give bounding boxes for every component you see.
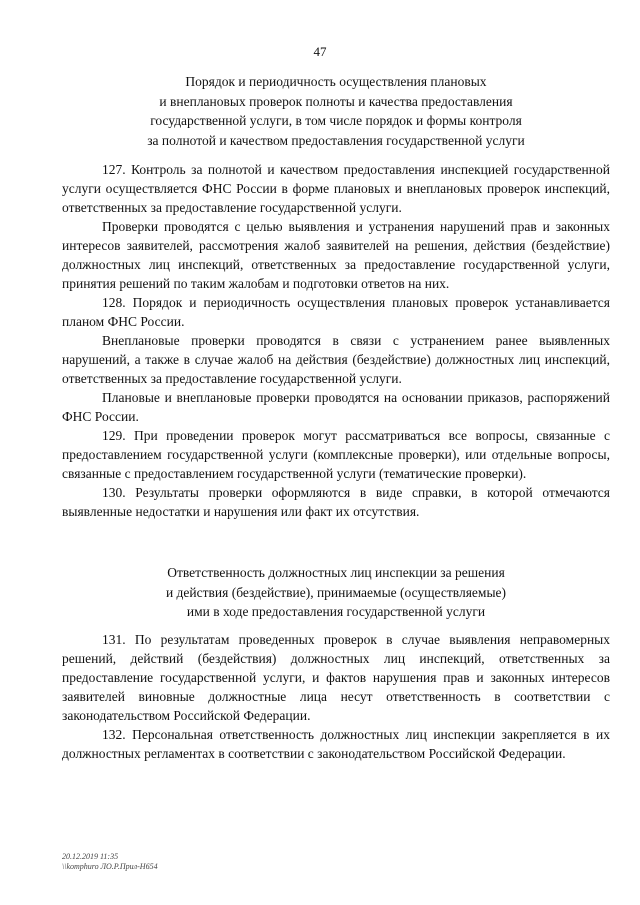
paragraph-check-orders: Плановые и внеплановые проверки проводятся на основании приказов, распоряжений ФНС России. [62,390,610,424]
paragraph-131: 131. По результатам проведенных проверок в случае выявления неправомерных решений, действий (бездействия) должностных лиц инспекций, ответственных за предоставление государственной услуги, и фактов нарушения прав и законных интересов заявителей виновные должностные лица несут ответственность в соответствии с законодательством Российской Федерации. [62,632,610,723]
heading-line: и внеплановых проверок полноты и качества предоставления [159,93,513,109]
print-footer [62,852,158,872]
heading-line: государственной услуги, в том числе порядок и формы контроля [150,113,522,128]
heading-line: Ответственность должностных лиц инспекции за решения [167,565,505,580]
heading-line: и действия (бездействие), принимаемые (осуществляемые) [165,584,507,600]
paragraph-127: 127. Контроль за полнотой и качеством предоставления инспекцией государственной услуги осуществляется ФНС России в форме плановых и внеплановых проверок инспекций, ответственных за предоставление государственной услуги. [62,162,610,215]
section-body-control [62,160,610,521]
section-heading-control [60,72,612,150]
paragraph-130: 130. Результаты проверки оформляются в виде справки, в которой отмечаются выявленные недостатки и нарушения или факт их отсутствия. [62,485,610,519]
section-body-responsibility [62,630,610,763]
paragraph-unplanned-checks: Внеплановые проверки проводятся в связи с устранением ранее выявленных нарушений, а также в случае жалоб на действия (бездействие) должностных лиц инспекций, ответственных за предоставление государственной услуги. [62,333,610,386]
paragraph-128: 128. Порядок и периодичность осуществления плановых проверок устанавливается планом ФНС России. [62,295,610,329]
page-number: 47 [313,44,327,59]
heading-line: Порядок и периодичность осуществления плановых [185,74,487,89]
footer-file-path: \\komphuro ЛО.Р.Прил-Н654 [62,862,158,871]
section-heading-responsibility [60,563,612,622]
footer-timestamp: 20.12.2019 11:35 [62,852,119,861]
paragraph-129: 129. При проведении проверок могут рассматриваться все вопросы, связанные с предоставлением государственной услуги (комплексные проверки), или отдельные вопросы, связанные с предоставлением государственной услуги (тематические проверки). [62,428,610,481]
paragraph-checks-purpose: Проверки проводятся с целью выявления и устранения нарушений прав и законных интересов заявителей, рассмотрения жалоб заявителей на решения, действия (бездействие) должностных лиц инспекций, ответственных за предоставление государственной услуги, принятия решений по таким жалобам и подготовки ответов на них. [62,219,610,291]
heading-line: ими в ходе предоставления государственной услуги [186,604,486,619]
paragraph-132: 132. Персональная ответственность должностных лиц инспекции закрепляется в их должностных регламентах в соответствии с законодательством Российской Федерации. [62,727,610,761]
heading-line: за полнотой и качеством предоставления государственной услуги [147,132,525,148]
